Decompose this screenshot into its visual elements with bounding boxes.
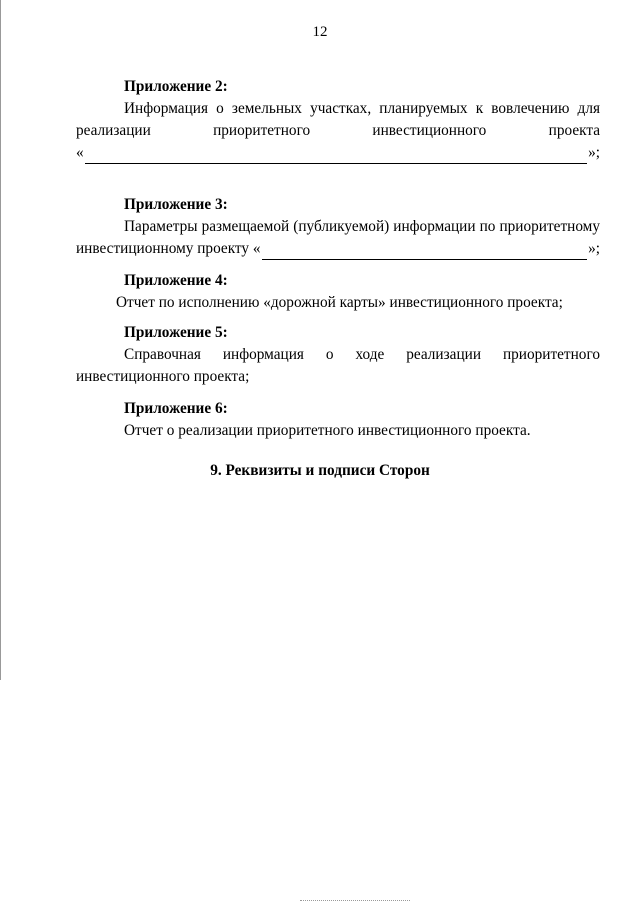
appendix-5-heading: Приложение 5: [124,324,228,341]
scan-artifact-divider [300,900,410,903]
appendix-6-heading: Приложение 6: [124,400,228,417]
close-quote: »; [588,240,600,257]
appendix-2-fill-row [76,142,600,164]
blank-project-name-line [85,148,587,164]
appendix-2-line2: реализации приоритетного инвестиционного проекта [76,122,600,139]
open-quote: « [76,144,84,161]
section-title: 9. Реквизиты и подписи Сторон [210,462,430,479]
appendix-5-line2: инвестиционного проекта; [76,368,250,385]
page-left-edge [0,0,1,680]
appendix-2-line1: Информация о земельных участках, планируемых к вовлечению для [124,100,600,117]
appendix-2-block [76,76,600,164]
blank-project-name-line [262,244,588,260]
appendix-3-fill-row [76,238,600,260]
appendix-6-block [76,398,600,442]
appendix-3-line2-prefix: инвестиционному проекту « [76,240,261,257]
appendix-5-block [76,322,600,388]
page-number: 12 [312,24,328,40]
appendix-3-block [76,194,600,260]
appendix-4-text: Отчет по исполнению «дорожной карты» инвестиционного проекта; [116,294,563,311]
appendix-6-text: Отчет о реализации приоритетного инвестиционного проекта. [124,422,531,439]
close-quote: »; [588,144,600,161]
appendix-4-block [76,270,600,314]
appendix-4-heading: Приложение 4: [124,272,228,289]
appendix-2-heading: Приложение 2: [124,78,228,95]
appendix-3-heading: Приложение 3: [124,196,228,213]
appendix-3-line1: Параметры размещаемой (публикуемой) информации по приоритетному [124,218,600,235]
appendix-5-line1: Справочная информация о ходе реализации приоритетного [124,346,600,363]
